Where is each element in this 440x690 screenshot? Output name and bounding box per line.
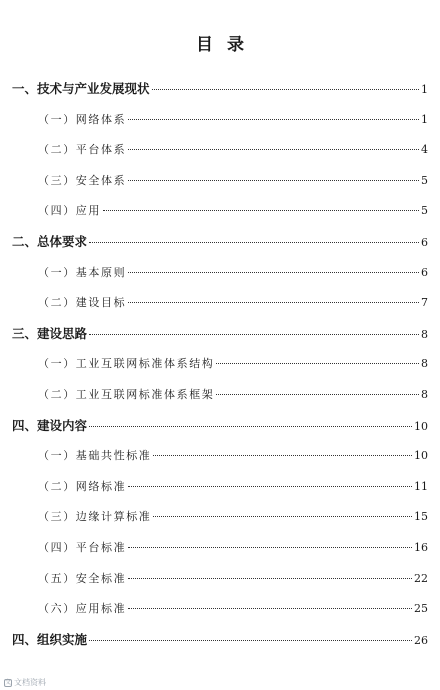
toc-chapter-entry[interactable]: [12, 632, 428, 648]
toc-dot-leader: [128, 578, 412, 579]
toc-dot-leader: [128, 608, 412, 609]
toc-entry-label: 一、技术与产业发展现状: [12, 81, 150, 96]
toc-page-number: 8: [421, 388, 428, 401]
toc-entry-label: 三、建设思路: [12, 325, 88, 341]
toc-section-entry[interactable]: [38, 601, 428, 617]
toc-entry-label: （三）边缘计算标准: [38, 510, 152, 524]
toc-page-number: 1: [421, 112, 428, 126]
toc-section-entry[interactable]: [38, 265, 428, 281]
toc-page-number: 15: [414, 510, 428, 524]
toc-page-number: 6: [421, 265, 428, 279]
toc-section-entry[interactable]: [38, 356, 428, 372]
toc-entry-label: （一）基础共性标准: [38, 449, 152, 463]
toc-page-number: 5: [421, 173, 428, 187]
toc-entry-label: （一）基本原则: [38, 265, 127, 279]
toc-entry-label: （一）网络体系: [38, 112, 127, 126]
toc-entry-label: （二）工业互联网标准体系框架: [38, 388, 215, 401]
toc-dot-leader: [216, 394, 419, 395]
toc-section-entry[interactable]: [38, 295, 428, 311]
toc-entry-label: （四）应用: [38, 204, 101, 218]
toc-section-entry[interactable]: [38, 448, 428, 464]
toc-dot-leader: [89, 334, 419, 335]
toc-entry-label: 二、总体要求: [12, 234, 88, 249]
toc-entry-label: （二）网络标准: [38, 479, 127, 493]
toc-page-number: 8: [421, 357, 428, 371]
toc-dot-leader: [128, 149, 419, 150]
toc-entry-label: （五）安全标准: [38, 571, 127, 585]
toc-chapter-entry[interactable]: [12, 234, 428, 250]
toc-chapter-entry[interactable]: [12, 81, 428, 97]
toc-section-entry[interactable]: [38, 479, 428, 495]
toc-entry-label: （二）建设目标: [38, 296, 127, 310]
toc-entry-label: （四）平台标准: [38, 541, 127, 554]
toc-page-number: 5: [421, 204, 428, 218]
toc-page-number: 26: [414, 633, 428, 647]
watermark-text: 文档资料: [14, 678, 46, 687]
toc-entry-label: （二）平台体系: [38, 143, 127, 157]
toc-page-number: 25: [414, 602, 428, 616]
toc-section-entry[interactable]: [38, 571, 428, 587]
toc-section-entry[interactable]: [38, 112, 428, 128]
toc-dot-leader: [128, 486, 412, 487]
toc-entry-label: （一）工业互联网标准体系结构: [38, 357, 215, 371]
toc-dot-leader: [128, 547, 412, 548]
toc-entry-label: 四、组织实施: [12, 631, 88, 647]
watermark-logo-icon: 文: [5, 678, 12, 686]
toc-page-number: 16: [414, 541, 428, 554]
toc-section-entry[interactable]: [38, 540, 428, 556]
toc-page-number: 6: [421, 236, 428, 249]
toc-section-entry[interactable]: [38, 173, 428, 189]
toc-dot-leader: [128, 180, 419, 181]
toc-section-entry[interactable]: [38, 509, 428, 525]
toc-page-number: 1: [421, 83, 428, 96]
toc-dot-leader: [89, 640, 412, 641]
toc-page-number: 8: [421, 327, 428, 341]
toc-dot-leader: [103, 210, 419, 211]
toc-page-number: 4: [421, 143, 428, 157]
toc-entry-label: （三）安全体系: [38, 173, 127, 187]
toc-entry-label: （六）应用标准: [38, 602, 127, 616]
toc-section-entry[interactable]: [38, 203, 428, 219]
toc-chapter-entry[interactable]: [12, 418, 428, 434]
toc-dot-leader: [152, 89, 419, 90]
toc-dot-leader: [89, 242, 419, 243]
toc-page-number: 22: [414, 571, 428, 585]
toc-dot-leader: [89, 426, 412, 427]
toc-section-entry[interactable]: [38, 387, 428, 403]
toc-chapter-entry[interactable]: [12, 326, 428, 342]
toc-dot-leader: [128, 272, 419, 273]
toc-dot-leader: [128, 302, 419, 303]
toc-page-number: 11: [414, 479, 428, 493]
toc-page-number: 10: [414, 449, 428, 463]
toc-entry-label: 四、建设内容: [12, 417, 88, 433]
toc-page-number: 10: [414, 419, 428, 433]
toc-dot-leader: [216, 363, 419, 364]
toc-dot-leader: [153, 455, 412, 456]
toc-page-number: 7: [421, 296, 428, 310]
watermark: [4, 677, 46, 688]
page-title: 目录: [196, 35, 258, 55]
toc-dot-leader: [153, 516, 412, 517]
toc-dot-leader: [128, 119, 419, 120]
toc-section-entry[interactable]: [38, 142, 428, 158]
